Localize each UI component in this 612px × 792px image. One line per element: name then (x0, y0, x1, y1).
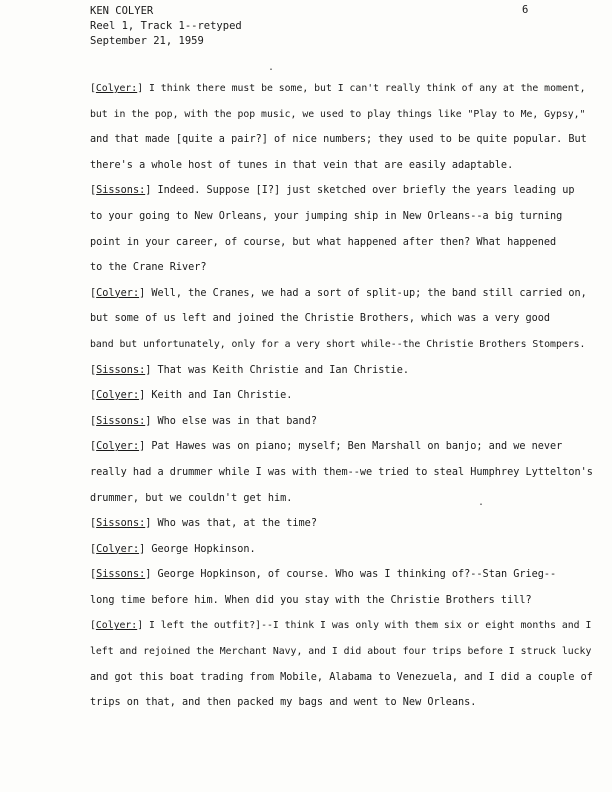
page-number: 6 (522, 4, 529, 16)
transcript-line (90, 613, 595, 639)
speaker-label: Colyer: (96, 287, 140, 299)
line-text: trips on that, and then packed my bags and went to New Orleans. (90, 697, 477, 709)
transcript-line (90, 383, 595, 409)
transcript-line (90, 281, 595, 307)
transcript-line (90, 76, 595, 102)
transcript-body (90, 76, 595, 716)
speaker-bracket: [ (90, 569, 97, 581)
speaker-bracket: [ (90, 620, 96, 632)
reel-track-info: Reel 1, Track 1--retyped (90, 20, 242, 32)
speaker-bracket: [ (90, 287, 97, 299)
interviewee-name: KEN COLYER (90, 5, 154, 17)
line-text: ] Who was that, at the time? (145, 518, 317, 530)
line-text: really had a drummer while I was with them--we tried to steal Humphrey Lyttelton's (90, 466, 593, 478)
speaker-label: Colyer: (96, 390, 140, 402)
line-text: ] That was Keith Christie and Ian Christie. (145, 364, 409, 376)
speaker-bracket: [ (90, 364, 97, 376)
line-text: but some of us left and joined the Christie Brothers, which was a very good (90, 313, 551, 325)
line-text: to your going to New Orleans, your jumping ship in New Orleans--a big turning (90, 210, 563, 222)
line-text: ] I think there must be some, but I can't really think of any at the moment, (137, 83, 586, 94)
line-text: ] George Hopkinson. (139, 543, 256, 555)
line-text: band but unfortunately, only for a very short while--the Christie Brothers Stompers. (90, 338, 586, 350)
line-text: ] Pat Hawes was on piano; myself; Ben Marshall on banjo; and we never (139, 441, 563, 453)
transcript-line (90, 306, 595, 332)
speaker-label: Colyer: (96, 441, 140, 453)
transcript-line (90, 537, 595, 563)
line-text: and got this boat trading from Mobile, Alabama to Venezuela, and I did a couple of (90, 671, 593, 683)
speaker-bracket: [ (90, 83, 96, 94)
line-text: drummer, but we couldn't get him. (90, 492, 293, 504)
speaker-bracket: [ (90, 415, 97, 427)
line-text: ] Keith and Ian Christie. (139, 390, 293, 402)
transcript-line (90, 690, 595, 716)
speaker-label: Sissons: (96, 364, 146, 376)
speaker-bracket: [ (90, 518, 97, 530)
speaker-label: Colyer: (95, 620, 138, 632)
transcript-line (90, 639, 595, 665)
transcript-line (90, 230, 595, 256)
line-text: ] I left the outfit?]--I think I was only with them six or eight months and I (137, 620, 592, 632)
transcript-line (90, 588, 595, 614)
speaker-label: Sissons: (96, 569, 146, 581)
line-text: there's a whole host of tunes in that vein that are easily adaptable. (90, 159, 514, 171)
line-text: ] Who else was in that band? (145, 415, 317, 427)
transcript-line (90, 332, 595, 358)
speaker-label: Colyer: (96, 543, 140, 555)
interview-date: September 21, 1959 (90, 35, 204, 47)
stray-mark: . (268, 62, 275, 73)
line-text: to the Crane River? (90, 262, 207, 274)
line-text: point in your career, of course, but what happened after then? What happened (90, 236, 557, 248)
transcript-line (90, 486, 595, 512)
line-text: long time before him. When did you stay with the Christie Brothers till? (90, 594, 532, 606)
line-text: ] George Hopkinson, of course. Who was I thinking of?--Stan Grieg-- (145, 569, 557, 581)
speaker-bracket: [ (90, 543, 97, 555)
speaker-label: Colyer: (95, 83, 138, 94)
line-text: but in the pop, with the pop music, we used to play things like "Play to Me, Gypsy," (90, 108, 586, 120)
speaker-bracket: [ (90, 390, 97, 402)
transcript-line (90, 562, 595, 588)
line-text: left and rejoined the Merchant Navy, and I did about four trips before I struck lucky (90, 646, 592, 658)
line-text: ] Well, the Cranes, we had a sort of split-up; the band still carried on, (139, 287, 587, 299)
transcript-header (90, 4, 242, 49)
transcript-line (90, 460, 595, 486)
line-text: and that made [quite a pair?] of nice numbers; they used to be quite popular. But (90, 134, 587, 146)
line-text: ] Indeed. Suppose [I?] just sketched over briefly the years leading up (145, 185, 575, 197)
transcript-line (90, 102, 595, 128)
transcript-line (90, 127, 595, 153)
transcript-line (90, 358, 595, 384)
speaker-label: Sissons: (96, 518, 146, 530)
speaker-label: Sissons: (96, 415, 146, 427)
transcript-line (90, 204, 595, 230)
transcript-line (90, 153, 595, 179)
speaker-label: Sissons: (96, 185, 146, 197)
transcript-line (90, 178, 595, 204)
transcript-line (90, 434, 595, 460)
speaker-bracket: [ (90, 441, 97, 453)
speaker-bracket: [ (90, 185, 97, 197)
transcript-line (90, 511, 595, 537)
transcript-line (90, 665, 595, 691)
stray-mark: . (478, 497, 485, 508)
transcript-line (90, 255, 595, 281)
transcript-line (90, 409, 595, 435)
